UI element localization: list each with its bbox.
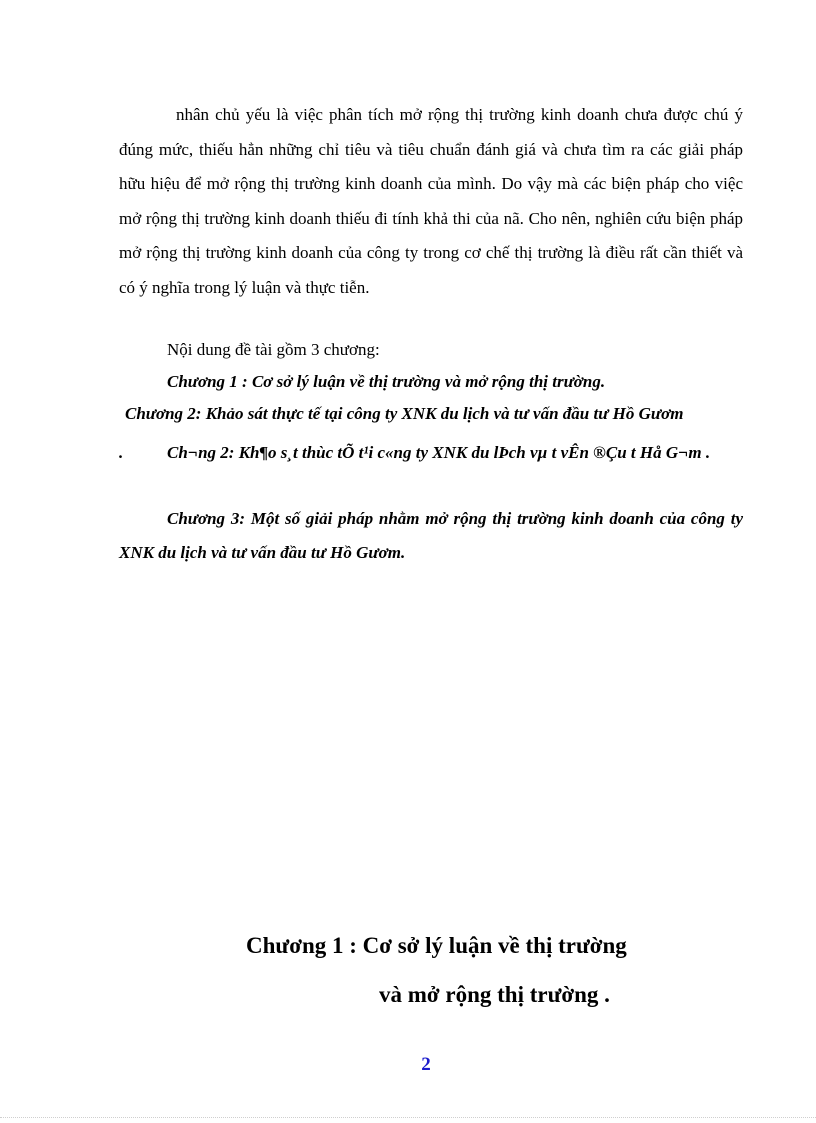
page-number: 2 <box>421 1054 431 1075</box>
contents-intro: Nội dung đề tài gồm 3 chương: <box>167 340 380 359</box>
contents-chapter-3: Chương 3: Một số giải pháp nhằm mở rộng thị trường kinh doanh của công ty XNK du lịch và tư vấn đầu tư Hồ Gươm. <box>119 509 743 562</box>
garbled-text: Ch¬ng 2: Kh¶o s¸t thùc tÕ t¹i c«ng ty XNK du lÞch vµ t vÊn ®Çu t Hå G¬m . <box>167 443 711 462</box>
contents-chapter-2: Chương 2: Khảo sát thực tế tại công ty XNK du lịch và tư vấn đầu tư Hồ Gươm <box>125 404 684 423</box>
body-paragraph: nhân chủ yếu là việc phân tích mở rộng thị trường kinh doanh chưa được chú ý đúng mức, thiếu hẳn những chỉ tiêu và tiêu chuẩn đánh giá và chưa tìm ra các giải pháp hữu hiệu để mở rộng thị trường kinh doanh của mình. Do vậy mà các biện pháp cho việc mở rộng thị trường kinh doanh thiếu đi tính khả thi của nã. Cho nên, nghiên cứu biện pháp mở rộng thị trường kinh doanh của công ty trong cơ chế thị trường là điều rất cần thiết và có ý nghĩa trong lý luận và thực tiễn. <box>119 105 743 297</box>
chapter-heading-line-2: và mở rộng thị trường . <box>379 982 610 1007</box>
contents-chapter-1: Chương 1 : Cơ sở lý luận về thị trường và mở rộng thị trường. <box>167 372 606 391</box>
chapter-heading-line-1: Chương 1 : Cơ sở lý luận về thị trường <box>246 933 627 958</box>
page-bottom-divider <box>0 1117 816 1118</box>
contents-chapter-2-garbled <box>119 436 743 470</box>
garbled-lead-dot: . <box>119 443 124 462</box>
